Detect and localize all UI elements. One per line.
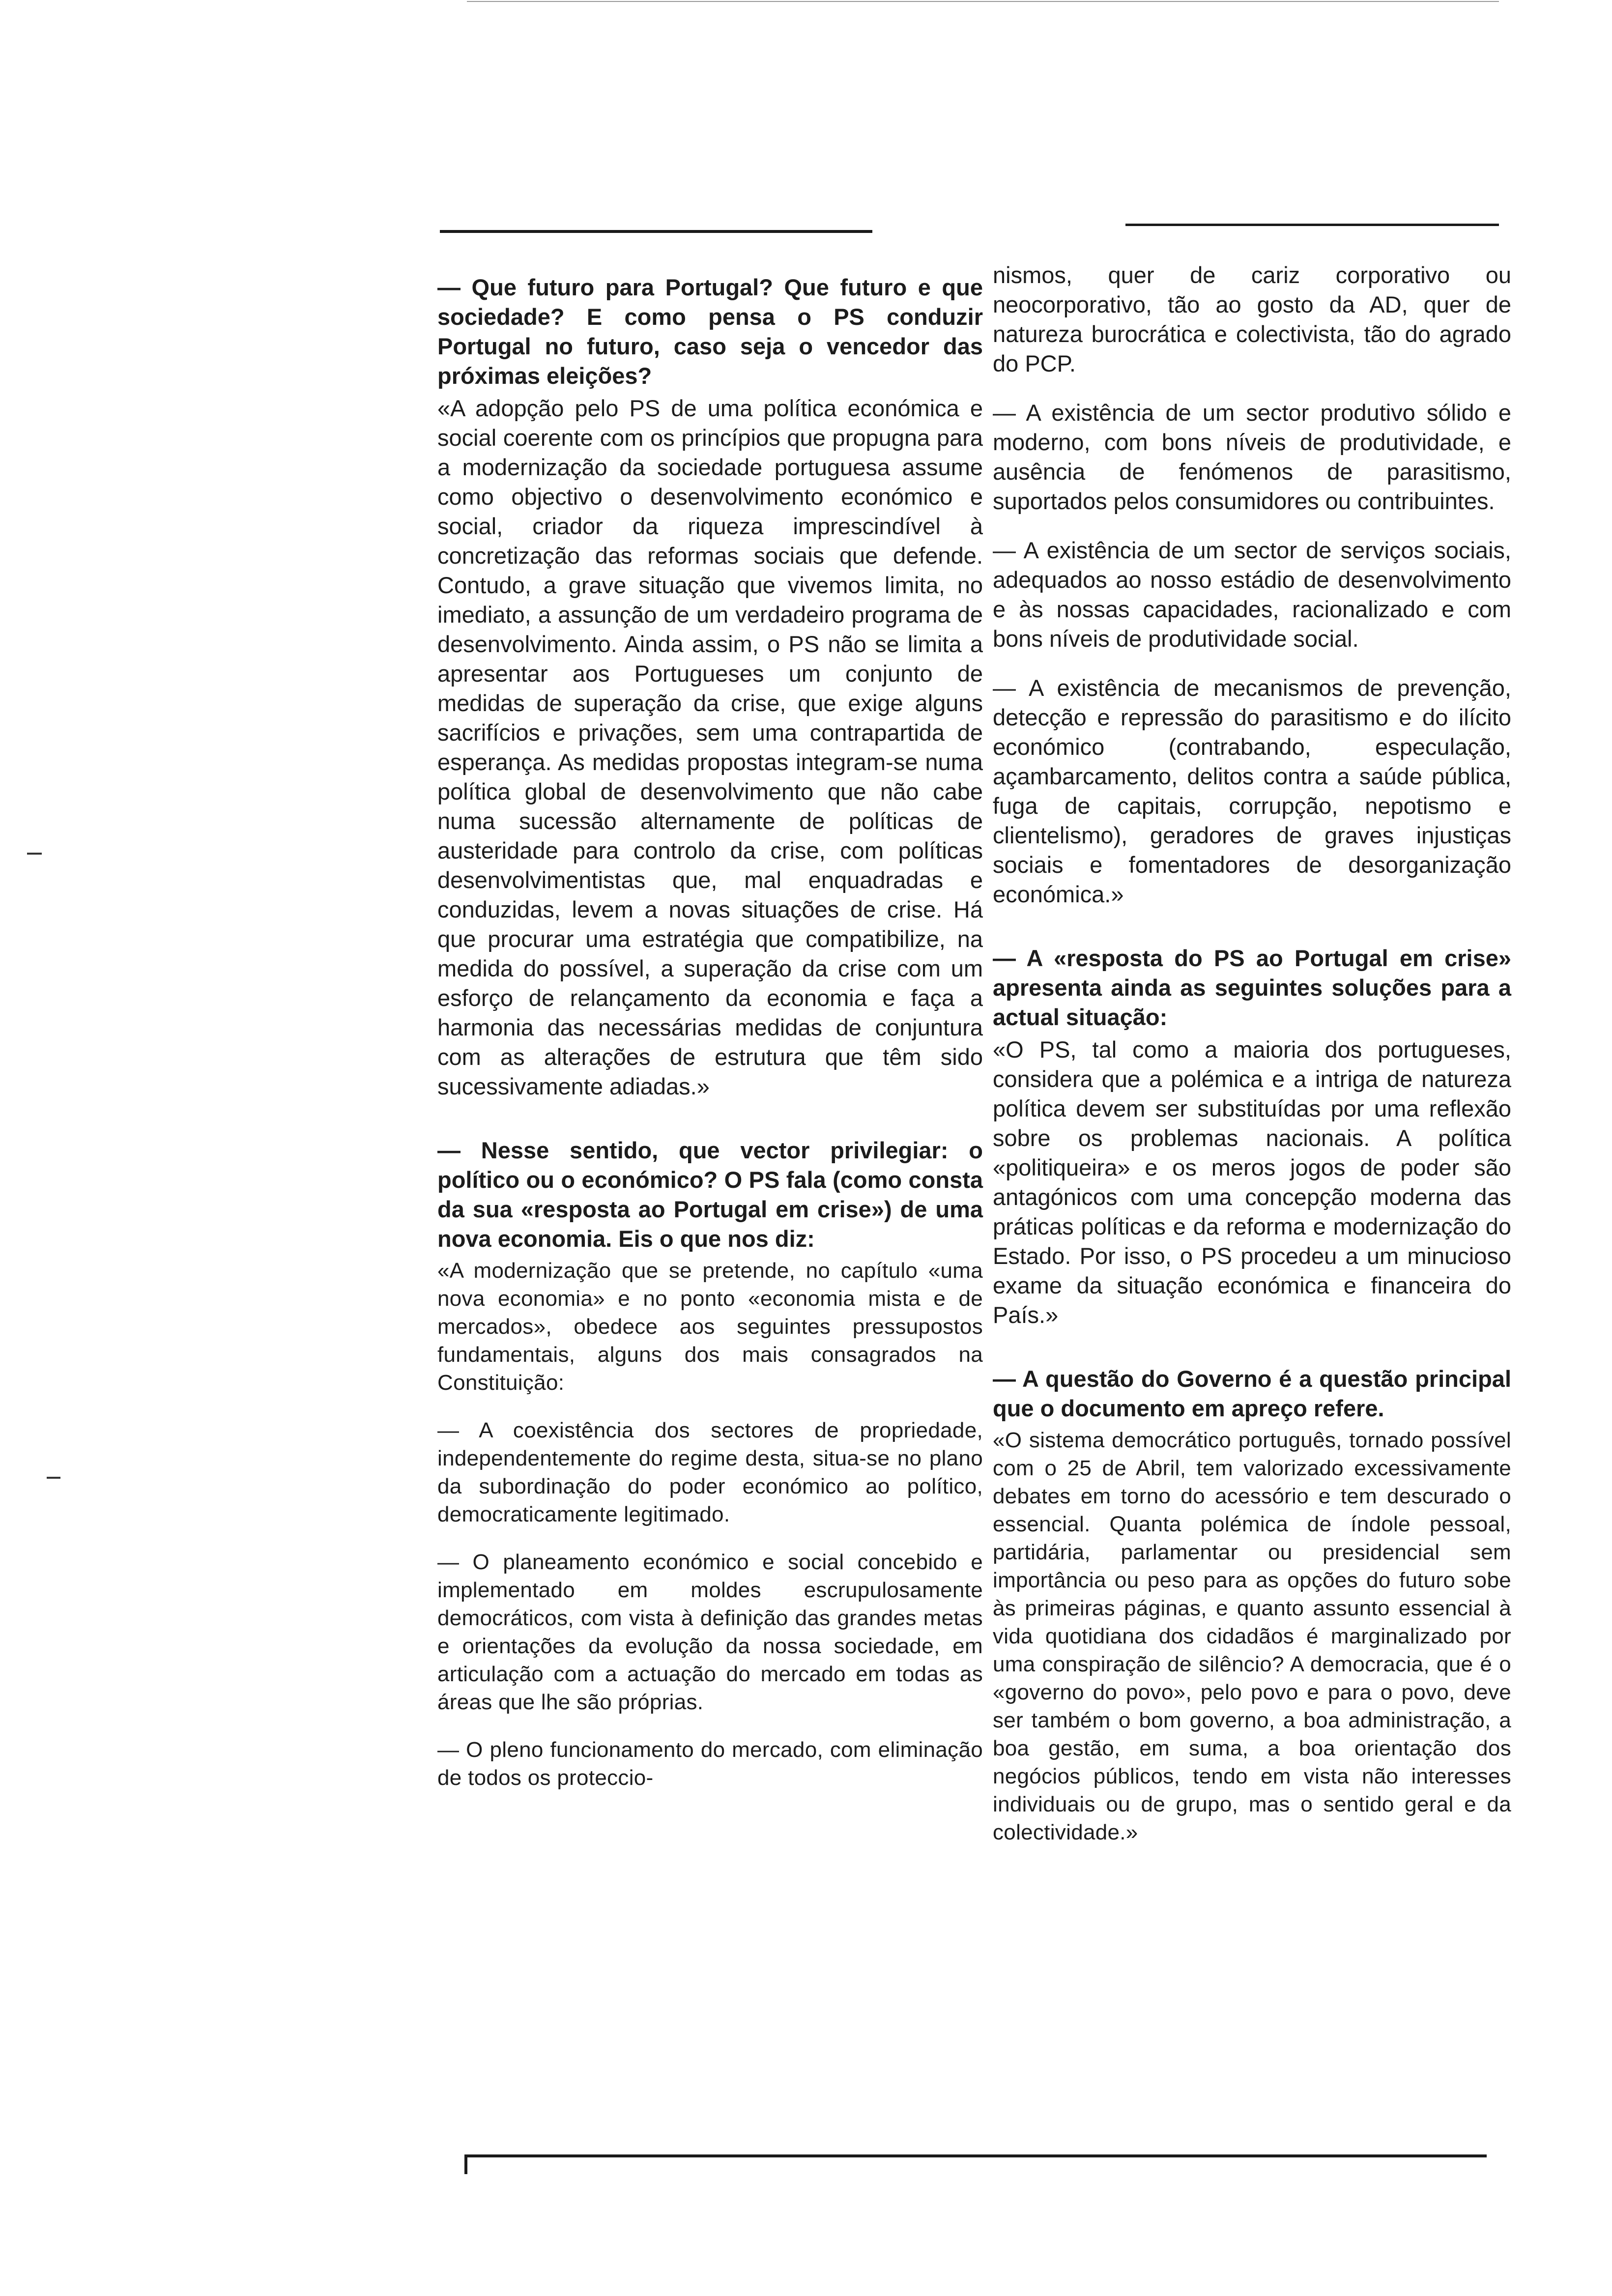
paragraph-modernization: «A modernização que se pretende, no capítulo «uma nova economia» e no ponto «economia mista e de mercados», obedece aos seguintes pressupostos fundamentais, alguns dos mais consagrados na Constituição:	[437, 1259, 983, 1395]
margin-mark-2	[47, 1477, 60, 1479]
question-future: — Que futuro para Portugal? Que futuro e que sociedade? E como pensa o PS conduzir Portugal no futuro, caso seja o vencedor das próximas eleições?	[437, 274, 983, 389]
margin-mark-1	[27, 853, 42, 855]
paragraph-social-services: — A existência de um sector de serviços sociais, adequados ao nosso estádio de desenvolvimento e às nossas capacidades, racionalizado e com bons níveis de produtividade social.	[993, 537, 1511, 652]
paragraph-polemic: «O PS, tal como a maioria dos portugueses, considera que a polémica e a intriga de natureza política devem ser substituídas por uma reflexão sobre os problemas nacionais. A política «politiqueira» e os meros jogos de poder são antagónicos com uma concepção moderna das práticas políticas e da reforma e modernização do Estado. Por isso, o PS procedeu a um minucioso exame da situação económica e financeira do País.»	[993, 1036, 1511, 1328]
left-column	[437, 273, 983, 1811]
paragraph-productive-sector: — A existência de um sector produtivo sólido e moderno, com bons níveis de produtividade, e ausência de fenómenos de parasitismo, suportados pelos consumidores ou contribuintes.	[993, 400, 1511, 514]
top-rule-left	[440, 230, 872, 233]
paragraph-mechanisms: — A existência de mecanismos de prevenção, detecção e repressão do parasitismo e do ilícito económico (contrabando, especulação, açambarcamento, delitos contra a saúde pública, fuga de capitais, corrupção, nepotismo e clientelismo), geradores de graves injustiças sociais e fomentadores de desorganização económica.»	[993, 675, 1511, 907]
bottom-rule-tick	[464, 2154, 467, 2174]
question-response: — A «resposta do PS ao Portugal em crise» apresenta ainda as seguintes soluções para a actual situação:	[993, 945, 1511, 1030]
paragraph-democratic-system: «O sistema democrático português, tornado possível com o 25 de Abril, tem valorizado excessivamente debates em torno do acessório e tem descurado o essencial. Quanta polémica de índole pessoal, partidária, parlamentar ou presidencial sem importância ou peso para as opções do futuro sobe às primeiras páginas, e quanto assunto essencial à vida quotidiana dos cidadãos é marginalizado por uma conspiração de silêncio? A democracia, que é o «governo do povo», pelo povo e para o povo, deve ser também o bom governo, a boa administração, a boa gestão, em suma, a boa orientação dos negócios públicos, tendo em vista não interesses individuais ou de grupo, mas o sentido geral e da colectividade.»	[993, 1428, 1511, 1844]
question-government: — A questão do Governo é a questão principal que o documento em apreço refere.	[993, 1366, 1511, 1421]
paragraph-planning: — O planeamento económico e social concebido e implementado em moldes escrupulosamente democráticos, com vista à definição das grandes metas e orientações da evolução da nossa sociedade, em articulação com a actuação do mercado em todas as áreas que lhe são próprias.	[437, 1550, 983, 1714]
question-vector: — Nesse sentido, que vector privilegiar: o político ou o económico? O PS fala (como consta da sua «resposta ao Portugal em crise») de uma nova economia. Eis o que nos diz:	[437, 1137, 983, 1252]
paragraph-coexistence: — A coexistência dos sectores de propriedade, independentemente do regime desta, situa-se no plano da subordinação do poder económico ao político, democraticamente legitimado.	[437, 1418, 983, 1526]
paragraph-ps-policy: «A adopção pelo PS de uma política económica e social coerente com os princípios que propugna para a modernização da sociedade portuguesa assume como objectivo o desenvolvimento económico e social, criador da riqueza imprescindível à concretização das reformas sociais que defende. Contudo, a grave situação que vivemos limita, no imediato, a assunção de um verdadeiro programa de desenvolvimento. Ainda assim, o PS não se limita a apresentar aos Portugueses um conjunto de medidas de superação da crise, que exige alguns sacrifícios e privações, sem uma contrapartida de esperança. As medidas propostas integram-se numa política global de desenvolvimento que não cabe numa sucessão alternamente de políticas de austeridade para controlo da crise, com políticas desenvolvimentistas que, mal enquadradas e conduzidas, levem a novas situações de crise. Há que procurar uma estratégia que compatibilize, na medida do possível, a superação da crise com um esforço de relançamento da economia e faça a harmonia das necessárias medidas de conjuntura com as alterações de estrutura que têm sido sucessivamente adiadas.»	[437, 395, 983, 1099]
bottom-rule	[464, 2154, 1487, 2157]
paragraph-market: — O pleno funcionamento do mercado, com eliminação de todos os proteccio-	[437, 1738, 983, 1790]
paragraph-protectionism: nismos, quer de cariz corporativo ou neocorporativo, tão ao gosto da AD, quer de natureza burocrática e colectivista, tão do agrado do PCP.	[993, 262, 1511, 376]
top-edge-line	[467, 1, 1499, 2]
right-column	[993, 260, 1511, 1866]
top-rule-right	[1125, 224, 1499, 226]
